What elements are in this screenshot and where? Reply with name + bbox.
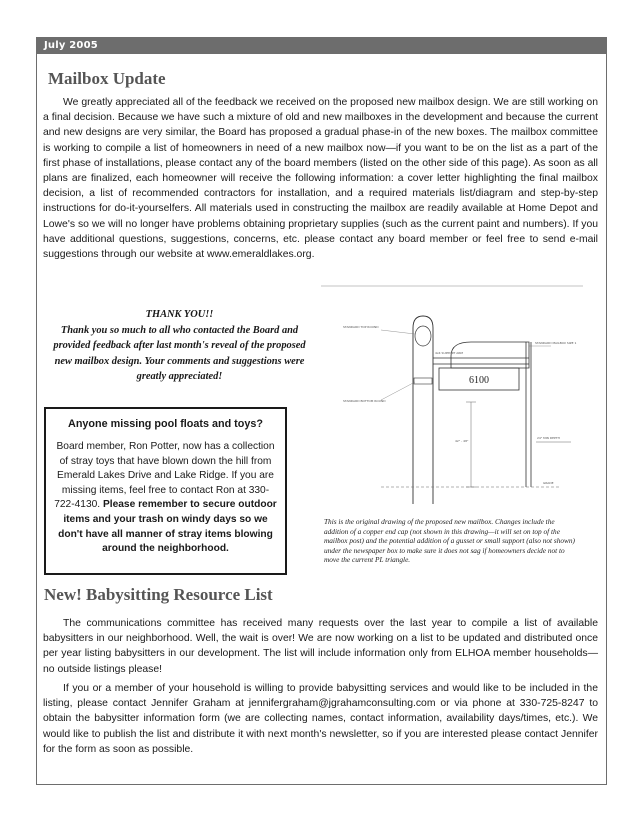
- label-post-cap: STANDARD TOP ROUND: [343, 325, 379, 329]
- newsletter-page: [36, 37, 607, 785]
- label-grade: GRADE: [543, 481, 554, 485]
- thank-you-note: [47, 307, 312, 384]
- house-number: 6100: [469, 375, 489, 386]
- arm-leader: [381, 382, 415, 400]
- label-depth: 24" MIN DEPTH: [537, 436, 560, 440]
- thank-you-body: Thank you so much to all who contacted the Board and provided feedback after last month's reveal of the proposed new mailbox design. Your comments and suggestions were greatly appreciated!: [53, 325, 306, 382]
- drawing-caption: This is the original drawing of the proposed new mailbox. Changes include the addition of a copper end cap (not shown in this drawing—it will set on top of the mailbox post) and the potential addition of a gusset or small support (also not shown) under the newspaper box to make sure it does not sag if homeowners decide not to move the current PL triangle.: [324, 517, 575, 565]
- mailbox-post: [413, 316, 433, 504]
- pool-toys-text: Board member, Ron Potter, now has a collection of stray toys that have blown down the hill from Emerald Lakes Drive and Lake Ridge. If you are missing items, feel free to contact Ron at 330-722-4130.: [54, 441, 275, 511]
- label-height: 42" - 48": [455, 439, 469, 443]
- cap-leader: [381, 330, 415, 334]
- post-cap-round: [415, 326, 431, 346]
- pool-toys-title: Anyone missing pool floats and toys?: [68, 418, 263, 430]
- mailbox-heading: Mailbox Update: [48, 69, 166, 88]
- issue-date: July 2005: [44, 40, 98, 51]
- pool-toys-body: [54, 440, 277, 557]
- babysitting-heading: New! Babysitting Resource List: [44, 585, 273, 604]
- babysitting-paragraph-1: The communications committee has received many requests over the last year to compile a list of available babysitters in our neighborhood. Well, the wait is over! We are now working on a list to be updated and distributed once per year listing babysitters in our development. The list will include information only from ELHOA member households—no outside listings please!: [43, 618, 598, 675]
- label-arm: 4x4 SUPPORT ARM: [435, 351, 464, 355]
- mailbox-drawing: [321, 282, 583, 512]
- mailbox-paragraph: We greatly appreciated all of the feedback we received on the proposed new mailbox design. We are still working on a final decision. Because we have such a mixture of old and new mailboxes in the development and because the current and new designs are very similar, the Board has proposed a gradual phase-in of the new boxes. The mailbox committee is working to compile a list of homeowners in need of a new mailbox now—if you want to be on the list as a part of the first phase of installations, please contact any of the board members (listed on the other side of this page). As soon as all plans are finalized, each homeowner will receive the following information: a cover letter highlighting the final mailbox decision, a list of recommended contractors for installation, and a required materials list/diagram and step-by-step instructions for do-it-yourselfers. All materials used in constructing the mailbox are readily available at Home Depot and Lowe's so we will no longer have problems obtaining proprietary supplies (such as the current paint and numbers). If you have additional questions, suggestions, concerns, etc. please contact any board member or feel free to send e-mail suggestions through our website at www.emeraldlakes.org.: [43, 97, 598, 261]
- date-header-bar: [37, 37, 606, 54]
- label-mailbox: STANDARD MAILBOX SIZE 1: [535, 341, 577, 345]
- label-post-bottom: STANDARD BOTTOM ROUND: [343, 399, 386, 403]
- arm-bracket: [414, 378, 432, 384]
- pool-toys-notice: [44, 407, 287, 575]
- babysitting-paragraph-2: If you or a member of your household is willing to provide babysitting services and would like to be included in the listing, please contact Jennifer Graham at jennifergraham@jgrahamconsulting.com or via phone at 330-725-8247 to obtain the babysitter information form (we are collecting names, contact information, availability days/times, etc.). We would like to publish the list and distribute it with next month's newsletter, so if you are interested please contact Jennifer for the form as soon as possible.: [43, 683, 598, 755]
- pool-toys-emphasis: Please remember to secure outdoor items and your trash on windy days so we don't have all manner of stray items blowing around the neighborhood.: [58, 499, 277, 555]
- thank-you-title: THANK YOU!!: [145, 309, 214, 320]
